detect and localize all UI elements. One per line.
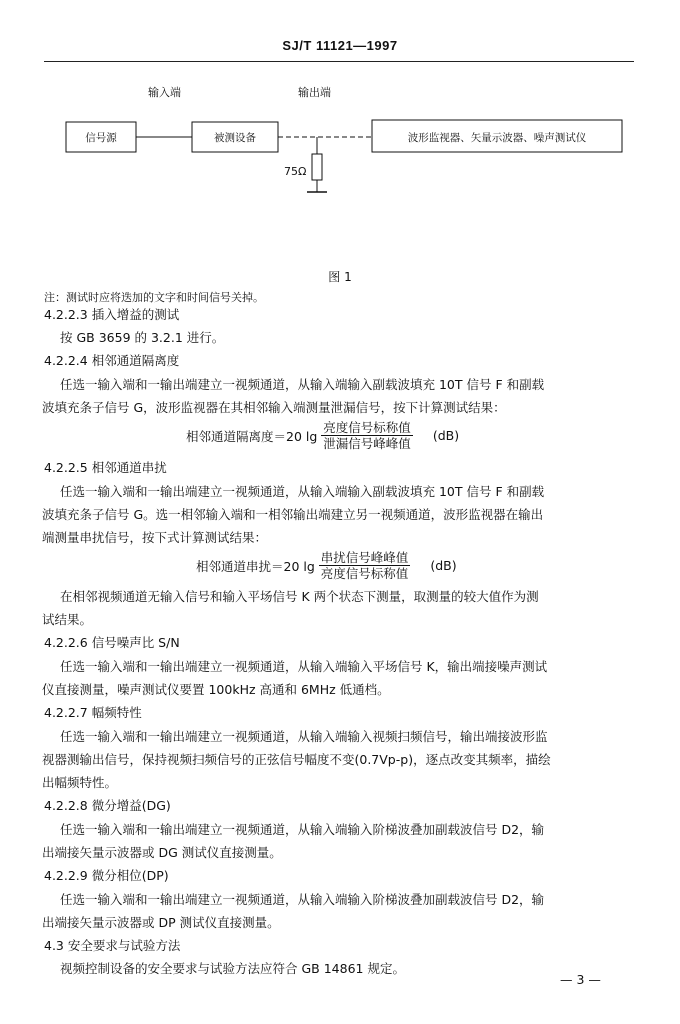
header-rule [44,61,634,62]
figure-caption: 图 1 [328,270,352,284]
figure-note: 注：测试时应将迭加的文字和时间信号关掉。 [44,291,264,304]
section-4228-text-2: 出端接矢量示波器或 DG 测试仪直接测量。 [42,845,282,860]
section-4229-title: 4.2.2.9 微分相位(DP) [44,868,169,883]
section-4224-text-2: 波填充条子信号 G，波形监视器在其相邻输入端测量泄漏信号，按下计算测试结果： [42,400,506,415]
section-4226-title: 4.2.2.6 信号噪声比 S/N [44,635,180,650]
isolation-formula [186,420,459,451]
isolation-formula-lhs: 相邻通道隔离度＝20 lg [186,428,318,444]
device-under-test-label: 被测设备 [214,132,256,144]
section-4225-text-2: 波填充条子信号 G。选一相邻输入端和一相邻输出端建立另一视频通道，波形监视器在输出 [42,507,544,522]
section-43-text: 视频控制设备的安全要求与试验方法应符合 GB 14861 规定。 [60,961,405,976]
section-4228-text-1: 任选一输入端和一输出端建立一视频通道，从输入端输入阶梯波叠加副载波信号 D2，输 [60,822,545,837]
crosstalk-unit: (dB) [430,558,457,573]
section-4229-text-1: 任选一输入端和一输出端建立一视频通道，从输入端输入阶梯波叠加副载波信号 D2，输 [60,892,545,907]
isolation-numerator: 亮度信号标称值 [323,420,411,435]
section-4227-title: 4.2.2.7 幅频特性 [44,705,142,720]
resistor-value-label: 75Ω [284,165,307,178]
resistor-symbol [312,154,322,180]
input-label: 输入端 [148,86,181,99]
section-4226-text-1: 任选一输入端和一输出端建立一视频通道，从输入端输入平场信号 K，输出端接噪声测试 [60,659,548,674]
crosstalk-denominator: 亮度信号标称值 [320,566,409,581]
section-4227-text-2: 视器测输出信号，保持视频扫频信号的正弦信号幅度不变(0.7Vp-p)，逐点改变其频率，描绘 [42,752,551,767]
document-code-header: SJ/T 11121—1997 [282,38,398,53]
section-4225-text-3: 端测量串扰信号，按下式计算测试结果： [42,530,268,545]
section-4225-text-5: 试结果。 [42,612,93,627]
signal-source-label: 信号源 [85,132,117,144]
section-4224-text-1: 任选一输入端和一输出端建立一视频通道，从输入端输入副载波填充 10T 信号 F 和副载 [60,377,545,392]
section-4225-title: 4.2.2.5 相邻通道串扰 [44,460,167,475]
test-setup-diagram [0,80,680,280]
section-4226-text-2: 仪直接测量，噪声测试仪要置 100kHz 高通和 6MHz 低通档。 [42,682,390,697]
isolation-unit: (dB) [432,428,460,443]
section-4228-title: 4.2.2.8 微分增益(DG) [44,798,171,813]
section-4223-text: 按 GB 3659 的 3.2.1 进行。 [60,330,225,345]
section-4227-text-3: 出幅频特性。 [42,775,118,790]
crosstalk-numerator: 串扰信号峰峰值 [320,550,409,565]
page-number: — 3 — [560,972,601,987]
section-4227-text-1: 任选一输入端和一输出端建立一视频通道，从输入端输入视频扫频信号，输出端接波形监 [60,729,548,744]
section-43-title: 4.3 安全要求与试验方法 [44,938,181,953]
section-4223-title: 4.2.2.3 插入增益的测试 [44,307,180,322]
isolation-denominator: 泄漏信号峰峰值 [323,436,411,451]
section-4224-title: 4.2.2.4 相邻通道隔离度 [44,353,180,368]
crosstalk-formula [196,550,457,581]
section-4229-text-2: 出端接矢量示波器或 DP 测试仪直接测量。 [42,915,280,930]
crosstalk-fraction [319,550,411,581]
section-4225-text-4: 在相邻视频通道无输入信号和输入平场信号 K 两个状态下测量，取测量的较大值作为测 [60,589,539,604]
crosstalk-formula-lhs: 相邻通道串扰＝20 lg [196,558,315,574]
section-4225-text-1: 任选一输入端和一输出端建立一视频通道，从输入端输入副载波填充 10T 信号 F 和副载 [60,484,545,499]
isolation-fraction [321,420,413,451]
instruments-label: 波形监视器、矢量示波器、噪声测试仪 [407,132,587,144]
output-label: 输出端 [298,86,331,99]
